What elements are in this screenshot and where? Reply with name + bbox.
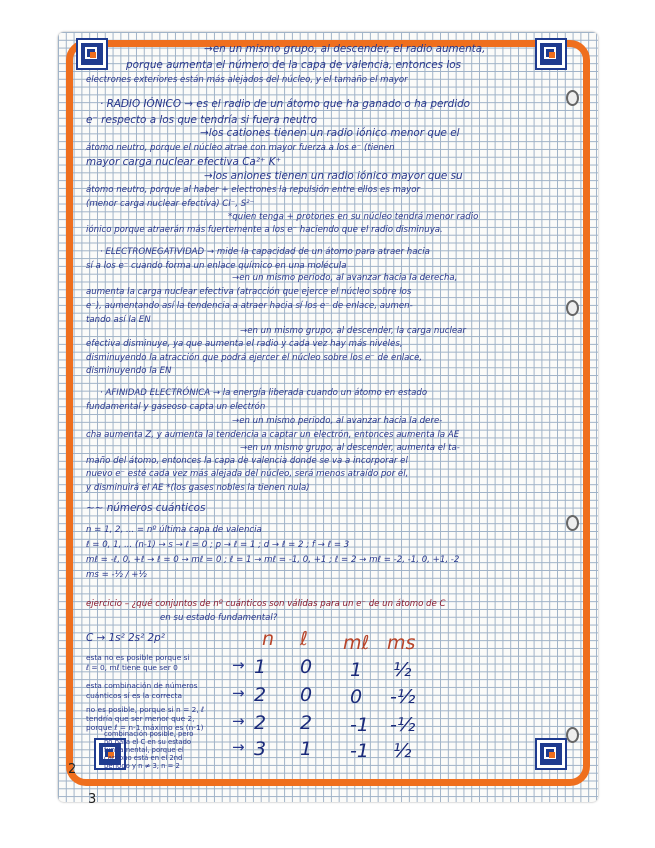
arrow-icon: →	[232, 656, 245, 674]
row-note: no es posible, porque si n = 2, ℓ	[86, 705, 205, 714]
row-note: esta no es posible porque si	[86, 653, 190, 662]
exercise-statement: en su estado fundamental?	[160, 613, 278, 623]
row-note: fundamental, porque el	[104, 746, 184, 754]
text-line: tando así la EN	[86, 315, 151, 325]
table-cell: 0	[300, 684, 313, 706]
table-header-ml: mℓ	[343, 632, 370, 654]
table-header-ms: ms	[387, 632, 416, 654]
binder-ring-icon	[566, 300, 579, 316]
row-note: ℓ = 0, mℓ tiene que ser 0	[86, 663, 178, 672]
text-line: e⁻ respecto a los que tendría si fuera neutro	[86, 114, 318, 126]
text-line: electrones exteriores están más alejados del núcleo, y el tamaño el mayor	[86, 75, 408, 85]
text-line: aumenta la carga nuclear efectiva (atracción que ejerce el núcleo sobre los	[86, 287, 412, 297]
page-number: 3	[88, 792, 97, 807]
row-note: tendría que ser menor que 2,	[86, 714, 195, 723]
table-cell: -1	[350, 714, 369, 736]
row-note: no para el C en su estado	[104, 738, 192, 746]
section-heading-electronegatividad: · ELECTRONEGATIVIDAD → mide la capacidad de un átomo para atraer hacia	[100, 247, 430, 257]
table-header-l: ℓ	[300, 628, 308, 650]
text-line: →en un mismo grupo, al descender, aumenta el ta-	[240, 443, 460, 453]
text-line: maño del átomo, entonces la capa de valencia donde se va a incorporar el	[86, 456, 408, 466]
table-cell: ½	[393, 659, 412, 681]
text-line: iónico porque atraerán más fuertemente a los e⁻ haciendo que el radio disminuya.	[86, 225, 443, 235]
table-cell: 1	[300, 738, 313, 760]
row-note: esta combinación de números	[86, 681, 198, 690]
row-note: cuánticos sí es la correcta	[86, 691, 183, 700]
section-heading-numeros-cuanticos: ~~ números cuánticos	[86, 502, 206, 514]
formula-line: ℓ = 0, 1, ... (n-1) → s → ℓ = 0 ; p → ℓ = 1 ; d → ℓ = 2 ; f → ℓ = 3	[86, 540, 350, 550]
electron-configuration: C → 1s² 2s² 2p²	[86, 632, 165, 644]
arrow-icon: →	[232, 684, 245, 702]
table-cell: 3	[254, 738, 267, 760]
text-line: y disminuirá el AE *(los gases nobles la tienen nula)	[86, 483, 310, 493]
text-line: átomo neutro, porque al haber + electrones la repulsión entre ellos es mayor	[86, 185, 421, 195]
section-heading-radio-ionico: · RADIO IÓNICO → es el radio de un átomo que ha ganado o ha perdido	[100, 98, 471, 110]
text-line: fundamental y gaseoso capta un electrón	[86, 402, 266, 412]
table-header-n: n	[262, 628, 275, 650]
notebook-corner-icon	[537, 740, 565, 768]
text-line: →los aniones tienen un radio iónico mayor que su	[204, 170, 463, 182]
table-cell: 2	[300, 712, 313, 734]
notebook-corner-icon	[537, 40, 565, 68]
text-line: nuevo e⁻ esté cada vez más alejada del núcleo, será menos atraído por él,	[86, 469, 409, 479]
table-cell: -1	[350, 740, 369, 762]
table-cell: 0	[350, 686, 363, 708]
text-line: →en un mismo grupo, al descender, la carga nuclear	[240, 326, 466, 336]
table-cell: 2	[254, 712, 267, 734]
text-line: disminuyendo la atracción que podrá ejercer el núcleo sobre los e⁻ de enlace,	[86, 353, 423, 363]
table-cell: 0	[300, 656, 313, 678]
table-cell: 1	[350, 659, 363, 681]
text-line: *quien tenga + protones en su núcleo tendrá menor radio	[228, 212, 479, 222]
formula-line: n = 1, 2, ... = nº última capa de valencia	[86, 525, 262, 535]
formula-line: mℓ = -ℓ, 0, +ℓ → ℓ = 0 → mℓ = 0 ; ℓ = 1 → mℓ = -1, 0, +1 ; ℓ = 2 → mℓ = -2, -1, 0, +1, -2	[86, 555, 460, 565]
table-cell: 2	[254, 684, 267, 706]
text-line: efectiva disminuye, ya que aumenta el radio y cada vez hay más niveles,	[86, 339, 403, 349]
text-line: →en un mismo grupo, al descender, el radio aumenta,	[204, 43, 486, 55]
formula-line: ms = -½ / +½	[86, 570, 147, 580]
table-cell: 1	[254, 656, 267, 678]
text-line: →en un mismo periodo, al avanzar hacia la dere-	[232, 416, 443, 426]
binder-ring-icon	[566, 515, 579, 531]
text-line: porque aumenta el número de la capa de valencia, entonces los	[126, 59, 462, 71]
table-cell: -½	[390, 686, 416, 708]
notebook-corner-icon	[78, 40, 106, 68]
table-cell: ½	[393, 740, 412, 762]
page-number: 2	[68, 762, 77, 777]
text-line: →los cationes tienen un radio iónico menor que el	[200, 127, 460, 139]
binder-ring-icon	[566, 727, 579, 743]
text-line: (menor carga nuclear efectiva) Cl⁻, S²⁻	[86, 199, 255, 209]
arrow-icon: →	[232, 738, 245, 756]
table-cell: -½	[390, 714, 416, 736]
exercise-statement: ejercicio – ¿qué conjuntos de nº cuánticos son válidas para un e⁻ de un átomo de C	[86, 599, 446, 609]
text-line: e⁻), aumentando así la tendencia a atraer hacia sí los e⁻ de enlace, aumen-	[86, 301, 413, 311]
row-note: periodo y n ≠ 3, n = 2	[104, 762, 180, 770]
text-line: →en un mismo periodo, al avanzar hacia la derecha,	[232, 273, 458, 283]
text-line: mayor carga nuclear efectiva Ca²⁺ K⁺	[86, 156, 282, 168]
row-note: carbono está en el 2nd	[104, 754, 183, 762]
section-heading-afinidad-electronica: · AFINIDAD ELECTRÓNICA → la energía liberada cuando un átomo en estado	[100, 388, 428, 398]
text-line: cha aumenta Z, y aumenta la tendencia a captar un electrón, entonces aumenta la AE	[86, 430, 460, 440]
arrow-icon: →	[232, 712, 245, 730]
text-line: disminuyendo la EN	[86, 366, 172, 376]
row-note: porque ℓ = n-1 máximo es (n-1)	[86, 723, 204, 732]
binder-ring-icon	[566, 90, 579, 106]
row-note: combinación posible, pero	[104, 730, 194, 738]
text-line: átomo neutro, porque el núcleo atrae con mayor fuerza a los e⁻ (tienen	[86, 143, 395, 153]
text-line: sí a los e⁻ cuando forma un enlace químico en una molécula	[86, 261, 347, 271]
